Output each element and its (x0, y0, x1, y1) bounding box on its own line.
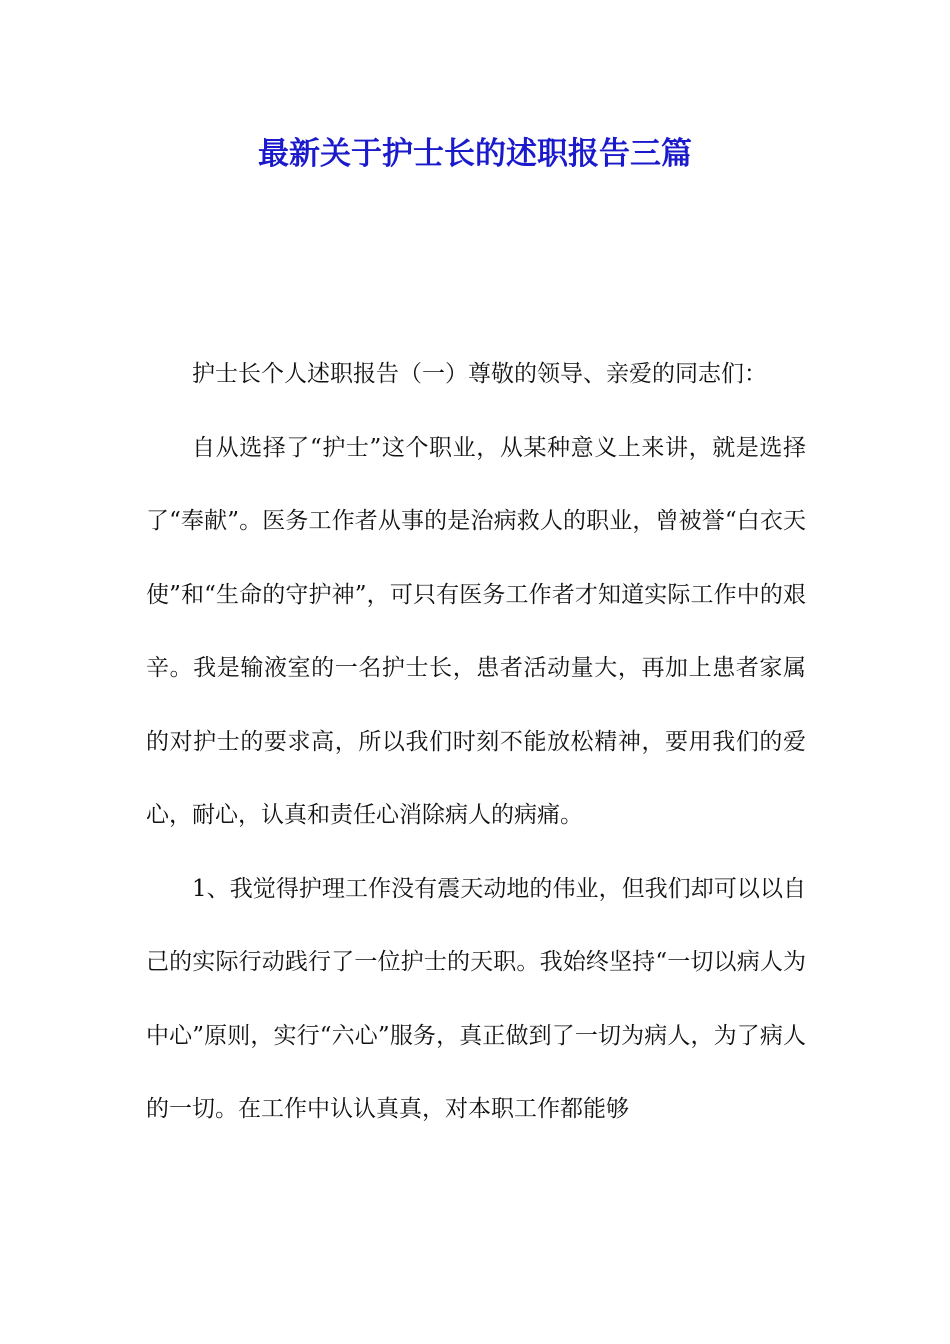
document-title: 最新关于护士长的述职报告三篇 (258, 136, 692, 172)
paragraph-1: 护士长个人述职报告（一）尊敬的领导、亲爱的同志们： (192, 361, 767, 387)
paragraph-3: 1、我觉得护理工作没有震天动地的伟业，但我们却可以以自己的实际行动践行了一位护士的天职。我始终坚持“一切以病人为中心”原则，实行“六心”服务，真正做到了一切为病人，为了病人的一切。在工作中认认真真，对本职工作都能够 (146, 875, 806, 1122)
paragraph-2: 自从选择了“护士”这个职业，从某种意义上来讲，就是选择了“奉献”。医务工作者从事的是治病救人的职业，曾被誉“白衣天使”和“生命的守护神”，可只有医务工作者才知道实际工作中的艰辛。我是输液室的一名护士长，患者活动量大，再加上患者家属的对护士的要求高，所以我们时刻不能放松精神，要用我们的爱心，耐心，认真和责任心消除病人的病痛。 (146, 434, 806, 828)
document-body (146, 338, 806, 1147)
